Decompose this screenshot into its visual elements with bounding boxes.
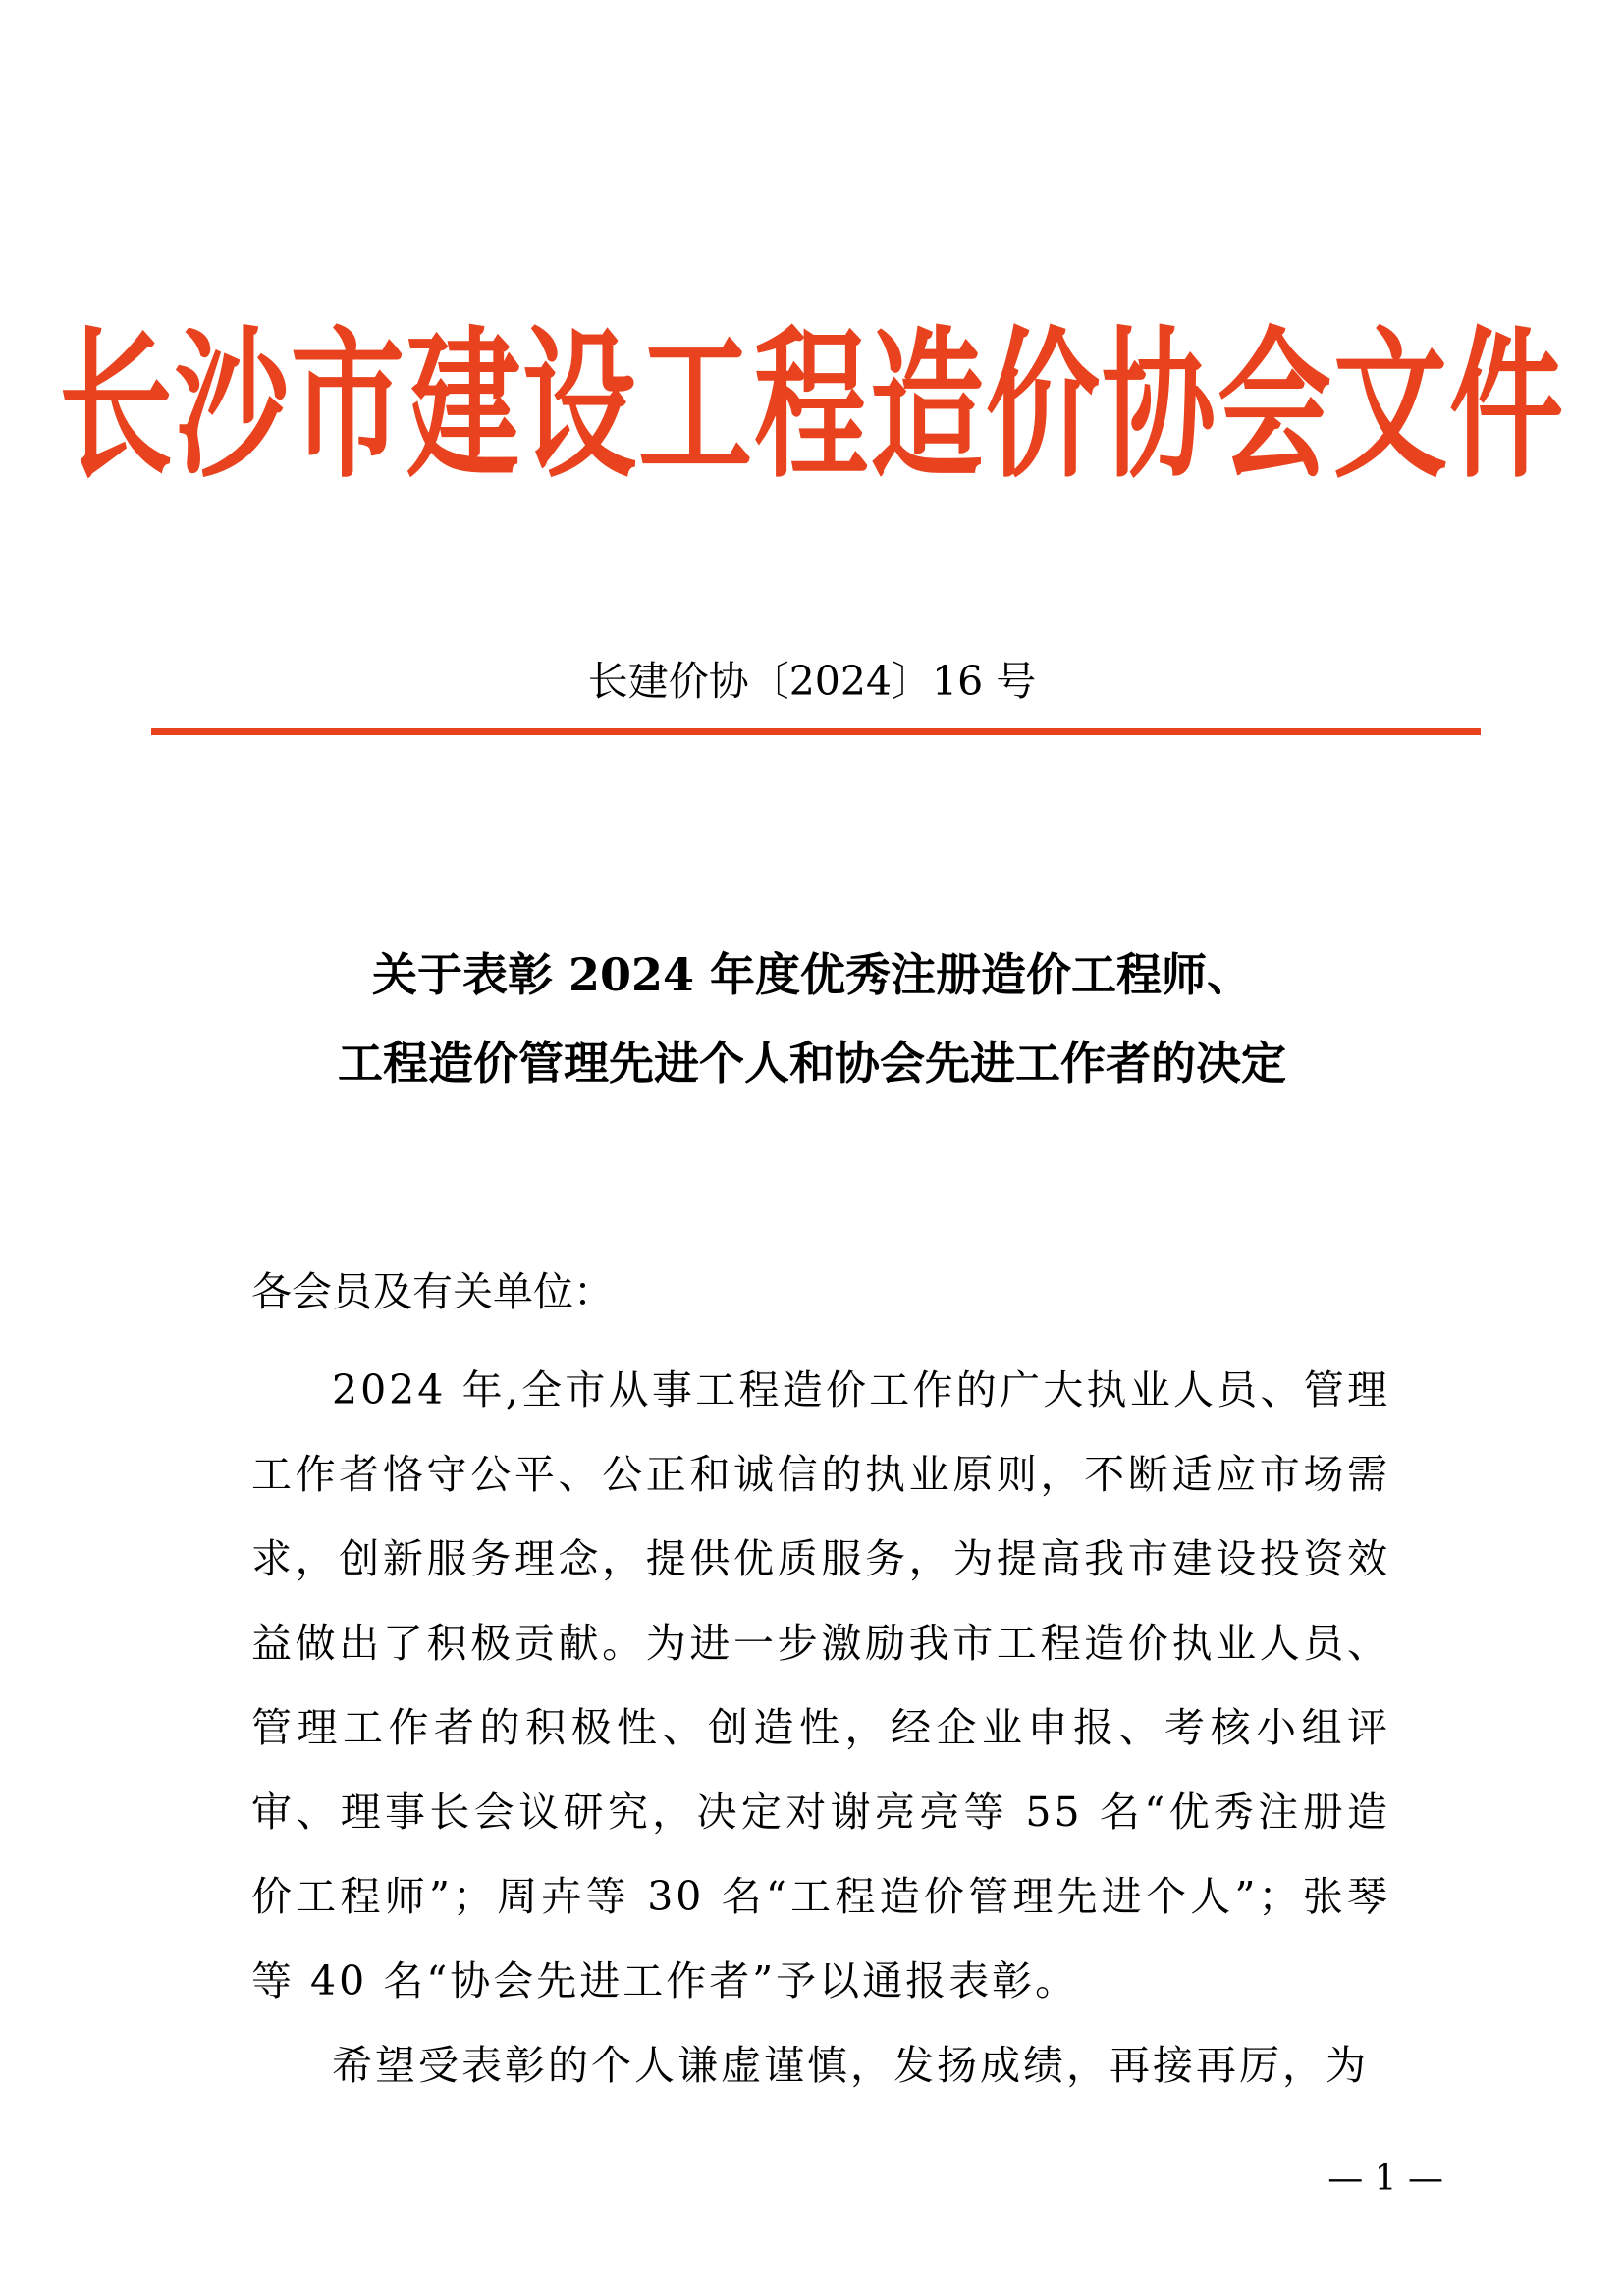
document-number: 长建价协〔2024〕16 号 bbox=[587, 658, 1037, 705]
body-text bbox=[251, 1348, 1390, 2108]
body-paragraph-2: 希望受表彰的个人谦虚谨慎，发扬成绩，再接再厉，为 bbox=[332, 2042, 1369, 2089]
page-number: — 1 — bbox=[1327, 2159, 1443, 2199]
document-title bbox=[0, 931, 1624, 1107]
document-title-line-1: 关于表彰 2024 年度优秀注册造价工程师、 bbox=[371, 948, 1253, 1001]
salutation: 各会员及有关单位： bbox=[251, 1268, 614, 1315]
org-header-title: 长沙市建设工程造价协会文件 bbox=[59, 312, 1565, 502]
red-divider bbox=[151, 728, 1481, 735]
document-title-line-2: 工程造价管理先进个人和协会先进工作者的决定 bbox=[338, 1037, 1286, 1090]
body-paragraph-1: 2024 年,全市从事工程造价工作的广大执业人员、管理工作者恪守公平、公正和诚信的执业原则，不断适应市场需求，创新服务理念，提供优质服务，为提高我市建设投资效益做出了积极贡献。为进一步激励我市工程造价执业人员、管理工作者的积极性、创造性，经企业申报、考核小组评审、理事长会议研究，决定对谢亮亮等 55 名“优秀注册造价工程师”；周卉等 30 名“工程造价管理先进个人”；张琴等 40 名“协会先进工作者”予以通报表彰。 bbox=[251, 1366, 1390, 2004]
